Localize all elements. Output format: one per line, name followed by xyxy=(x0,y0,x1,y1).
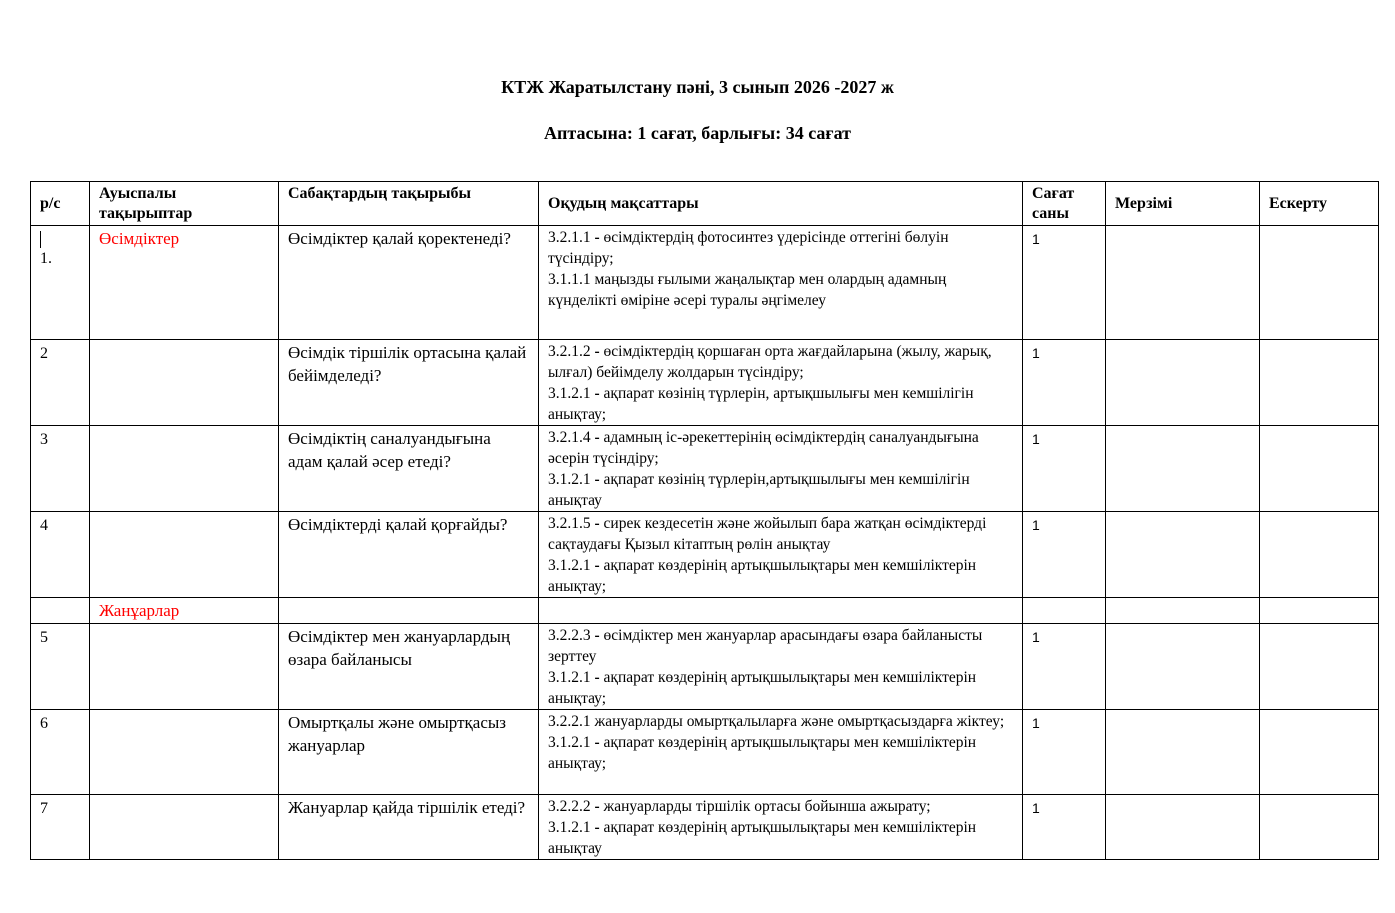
date-cell[interactable] xyxy=(1106,340,1260,426)
header-section: Ауыспалы тақырыптар xyxy=(90,182,279,226)
hours-value: 1 xyxy=(1032,629,1040,645)
header-date: Мерзімі xyxy=(1106,182,1260,226)
topic-cell xyxy=(279,598,539,624)
objective-code: 3.2.2.2 xyxy=(548,798,591,815)
objective-text: жануарларды омыртқалыларға және омыртқасыздарға жіктеу; xyxy=(590,713,1005,730)
hours-value: 1 xyxy=(1032,345,1040,361)
learning-objective xyxy=(548,513,1013,555)
row-number: 2 xyxy=(40,345,48,362)
objective-text: - адамның іс-әрекеттерінің өсімдіктердің саналуандығына әсерін түсіндіру; xyxy=(548,429,979,467)
date-cell[interactable] xyxy=(1106,710,1260,795)
section-label: Өсімдіктер xyxy=(99,229,180,248)
learning-objective xyxy=(548,796,1013,817)
lesson-plan-table xyxy=(30,181,1379,860)
hours-value xyxy=(1023,598,1105,601)
note-cell[interactable] xyxy=(1260,598,1379,624)
objective-code: 3.1.2.1 xyxy=(548,819,591,836)
table-row xyxy=(31,598,1379,624)
hours-value: 1 xyxy=(1032,715,1040,731)
table-row xyxy=(31,426,1379,512)
topic-cell xyxy=(279,624,539,710)
topic-cell xyxy=(279,795,539,860)
objective-text: - ақпарат көздерінің артықшылықтары мен кемшіліктерін анықтау; xyxy=(548,557,977,595)
objective-text: - ақпарат көзінің түрлерін,артықшылығы мен кемшілігін анықтау xyxy=(548,471,970,509)
section-label xyxy=(90,710,278,711)
section-label xyxy=(90,340,278,341)
date-cell[interactable] xyxy=(1106,598,1260,624)
hours-cell xyxy=(1023,226,1106,340)
section-cell xyxy=(90,710,279,795)
objective-text: - жануарларды тіршілік ортасы бойынша ажырату; xyxy=(590,798,931,815)
header-objectives: Оқудың мақсаттары xyxy=(539,182,1023,226)
note-cell[interactable] xyxy=(1260,226,1379,340)
learning-objective xyxy=(548,469,1013,511)
header-note: Ескерту xyxy=(1260,182,1379,226)
objective-text: - ақпарат көзінің түрлерін, артықшылығы мен кемшілігін анықтау; xyxy=(548,385,974,423)
lesson-topic: Өсімдіктер мен жануарлардың өзара байланысы xyxy=(288,627,511,669)
hours-value: 1 xyxy=(1032,431,1040,447)
objective-code: 3.2.1.1 xyxy=(548,229,591,246)
row-number-cell xyxy=(31,624,90,710)
header-topic: Сабақтардың тақырыбы xyxy=(279,182,539,226)
table-row xyxy=(31,795,1379,860)
learning-objective xyxy=(548,817,1013,859)
lesson-topic: Өсімдіктің саналуандығына адам қалай әсер етеді? xyxy=(288,429,491,471)
topic-cell xyxy=(279,226,539,340)
section-label xyxy=(90,426,278,427)
row-number-cell xyxy=(31,226,90,340)
lesson-topic: Омыртқалы және омыртқасыз жануарлар xyxy=(288,713,507,755)
table-row xyxy=(31,710,1379,795)
objective-code: 3.1.2.1 xyxy=(548,557,591,574)
objective-code: 3.1.1.1 xyxy=(548,271,591,288)
text-cursor xyxy=(40,231,41,248)
learning-objective xyxy=(548,625,1013,667)
lesson-topic xyxy=(279,598,538,599)
section-label: Жанұарлар xyxy=(99,601,180,620)
section-cell xyxy=(90,426,279,512)
objective-code: 3.2.2.3 xyxy=(548,627,591,644)
section-label xyxy=(90,512,278,513)
learning-objective xyxy=(548,269,1013,311)
hours-value: 1 xyxy=(1032,800,1040,816)
row-number: 7 xyxy=(40,800,48,817)
hours-cell xyxy=(1023,340,1106,426)
topic-cell xyxy=(279,710,539,795)
objectives-cell xyxy=(539,340,1023,426)
note-cell[interactable] xyxy=(1260,624,1379,710)
date-cell[interactable] xyxy=(1106,512,1260,598)
learning-objective xyxy=(548,555,1013,597)
learning-objective xyxy=(548,341,1013,383)
objective-text: - өсімдіктер мен жануарлар арасындағы өзара байланысты зерттеу xyxy=(548,627,983,665)
topic-cell xyxy=(279,426,539,512)
note-cell[interactable] xyxy=(1260,340,1379,426)
header-num: р/с xyxy=(31,182,90,226)
topic-cell xyxy=(279,512,539,598)
date-cell[interactable] xyxy=(1106,226,1260,340)
section-cell xyxy=(90,624,279,710)
table-row xyxy=(31,512,1379,598)
row-number-cell xyxy=(31,795,90,860)
note-cell[interactable] xyxy=(1260,426,1379,512)
document-subtitle: Аптасына: 1 сағат, барлығы: 34 сағат xyxy=(544,123,851,143)
learning-objective xyxy=(548,667,1013,709)
hours-value: 1 xyxy=(1032,517,1040,533)
objective-code: 3.2.2.1 xyxy=(548,713,591,730)
date-cell[interactable] xyxy=(1106,795,1260,860)
row-number-cell xyxy=(31,598,90,624)
section-cell xyxy=(90,340,279,426)
section-cell xyxy=(90,598,279,624)
hours-cell xyxy=(1023,710,1106,795)
note-cell[interactable] xyxy=(1260,512,1379,598)
section-cell xyxy=(90,512,279,598)
objective-text: - сирек кездесетін және жойылып бара жатқан өсімдіктерді сақтаудағы Қызыл кітаптың рөлін анықтау xyxy=(548,515,987,553)
row-number: 6 xyxy=(40,715,48,732)
objective-text: - өсімдіктердің қоршаған орта жағдайларына (жылу, жарық, ылғал) бейімделу жолдарын түсіндіру; xyxy=(548,343,992,381)
objective-code: 3.1.2.1 xyxy=(548,385,591,402)
learning-objective xyxy=(548,711,1013,732)
objective-text: - өсімдіктердің фотосинтез үдерісінде оттегіні бөлуін түсіндіру; xyxy=(548,229,949,267)
row-number-cell xyxy=(31,710,90,795)
header-hours: Сағат саны xyxy=(1023,182,1106,226)
date-cell[interactable] xyxy=(1106,624,1260,710)
row-number: 5 xyxy=(40,629,48,646)
objectives-cell xyxy=(539,226,1023,340)
hours-cell xyxy=(1023,426,1106,512)
hours-value: 1 xyxy=(1032,231,1040,247)
lesson-topic: Өсімдіктерді қалай қорғайды? xyxy=(288,515,508,534)
section-cell xyxy=(90,795,279,860)
row-number-cell xyxy=(31,512,90,598)
objectives-cell xyxy=(539,512,1023,598)
learning-objective xyxy=(548,227,1013,269)
row-number-cell xyxy=(31,340,90,426)
objective-text: - ақпарат көздерінің артықшылықтары мен кемшіліктерін анықтау; xyxy=(548,669,977,707)
note-cell[interactable] xyxy=(1260,795,1379,860)
document-title: КТЖ Жаратылстану пәні, 3 сынып 2026 -2027 ж xyxy=(501,77,894,97)
hours-cell xyxy=(1023,795,1106,860)
learning-objective xyxy=(548,383,1013,425)
hours-cell xyxy=(1023,624,1106,710)
table-row xyxy=(31,340,1379,426)
objective-text: маңызды ғылыми жаңалықтар мен олардың адамның күнделікті өміріне әсері туралы әңгімелеу xyxy=(548,271,947,309)
objectives-cell xyxy=(539,795,1023,860)
objective-code: 3.1.2.1 xyxy=(548,669,591,686)
row-number-cell xyxy=(31,426,90,512)
objective-code: 3.2.1.5 xyxy=(548,515,591,532)
hours-cell xyxy=(1023,512,1106,598)
table-header-row xyxy=(31,182,1379,226)
table-row xyxy=(31,226,1379,340)
row-number: 4 xyxy=(40,517,48,534)
objective-text: - ақпарат көздерінің артықшылықтары мен кемшіліктерін анықтау; xyxy=(548,734,977,772)
objective-code: 3.1.2.1 xyxy=(548,734,591,751)
objective-code: 3.2.1.4 xyxy=(548,429,591,446)
learning-objective xyxy=(548,427,1013,469)
lesson-topic: Өсімдік тіршілік ортасына қалай бейімделеді? xyxy=(288,343,527,385)
section-label xyxy=(90,624,278,625)
date-cell[interactable] xyxy=(1106,426,1260,512)
note-cell[interactable] xyxy=(1260,710,1379,795)
objectives-cell xyxy=(539,426,1023,512)
objective-text: - ақпарат көздерінің артықшылықтары мен кемшіліктерін анықтау xyxy=(548,819,977,857)
objectives-cell xyxy=(539,624,1023,710)
row-number: 1. xyxy=(40,250,52,267)
row-number: 3 xyxy=(40,431,48,448)
objectives-cell xyxy=(539,598,1023,624)
table-row xyxy=(31,624,1379,710)
objective-code: 3.2.1.2 xyxy=(548,343,591,360)
section-label xyxy=(90,795,278,796)
objectives-cell xyxy=(539,710,1023,795)
objective-code: 3.1.2.1 xyxy=(548,471,591,488)
topic-cell xyxy=(279,340,539,426)
learning-objective xyxy=(548,732,1013,774)
lesson-topic: Жануарлар қайда тіршілік етеді? xyxy=(288,798,526,817)
lesson-topic: Өсімдіктер қалай қоректенеді? xyxy=(288,229,511,248)
hours-cell xyxy=(1023,598,1106,624)
section-cell xyxy=(90,226,279,340)
